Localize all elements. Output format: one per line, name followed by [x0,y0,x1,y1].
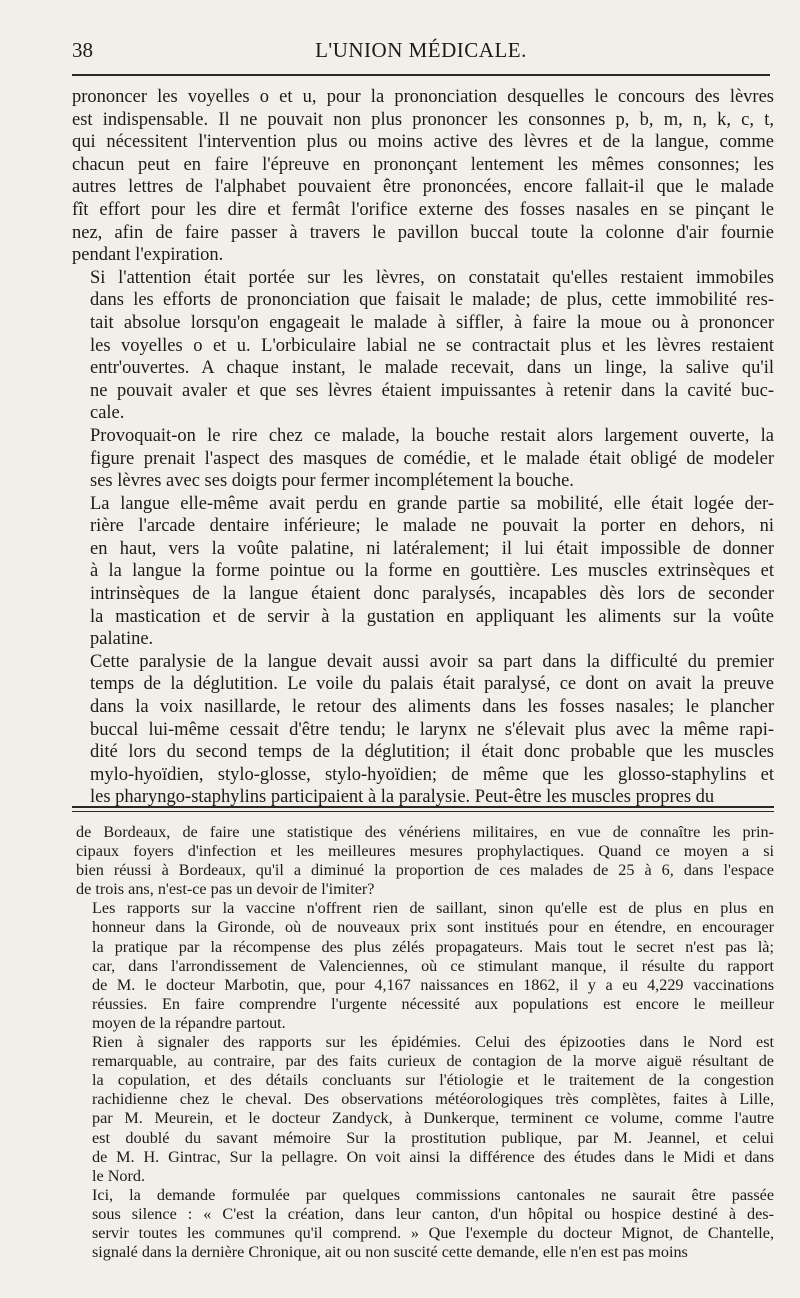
text-line: nez, afin de faire passer à travers le pavillon buccal toute la colonne d'air fournie [72,222,774,243]
text-line: entr'ouvertes. A chaque instant, le malade recevait, dans un linge, la salive qu'il [90,358,774,379]
text-line: la pratique par la récompense des plus zélés propagateurs. Mais tout le secret n'est pas là; [92,937,774,956]
text-line: mylo-hyoïdien, stylo-glosse, stylo-hyoïdien; de même que les glosso-staphylins et [90,764,774,785]
text-line: rière l'arcade dentaire inférieure; le malade ne pouvait la porter en dehors, ni [90,516,774,537]
paragraph [72,425,774,493]
feuilleton-text-column [76,823,774,1262]
text-line: Cette paralysie de la langue devait aussi avoir sa part dans la difficulté du premier [90,651,774,672]
paragraph [76,899,774,1033]
text-line: Les rapports sur la vaccine n'offrent rien de saillant, sinon qu'elle est de plus en plus en [92,899,774,918]
text-line: de Bordeaux, de faire une statistique des vénériens militaires, en vue de connaître les prin- [76,823,774,841]
text-line: chacun peut en faire l'épreuve en prononçant lentement les mêmes consonnes; les [72,154,774,175]
text-line: les pharyngo-staphylins participaient à la paralysie. Peut-être les muscles propres du [90,787,715,808]
header-rule [72,74,770,76]
text-line: sous silence : « C'est la création, dans leur canton, d'un hôpital ou hospice destiné à des- [92,1204,774,1223]
text-line: est indispensable. Il ne pouvait non plus prononcer les consonnes p, b, m, n, k, c, t, [72,109,774,130]
text-line: intrinsèques de la langue étaient donc paralysés, incapables dès lors de seconder [90,584,774,605]
text-line: cipaux foyers d'infection et les meilleures mesures prophylactiques. Quand ce moyen a si [76,842,774,861]
text-line: moyen de la répandre partout. [92,1013,286,1032]
text-line: en haut, vers la voûte palatine, ni latéralement; il lui était impossible de donner [90,538,774,559]
text-line: Rien à signaler des rapports sur les épidémies. Celui des épizooties dans le Nord est [92,1033,774,1052]
paragraph [76,1033,774,1186]
text-line: pendant l'expiration. [72,245,224,266]
page-header [72,38,770,68]
text-line: réussies. En faire comprendre l'urgente nécessité aux populations est encore le meilleur [92,994,774,1013]
text-line: de M. H. Gintrac, Sur la pellagre. On voit ainsi la différence des études dans le Midi et dans [92,1147,774,1166]
text-line: la copulation, et des détails concluants sur l'étiologie et le traitement de la congestion [92,1071,774,1090]
text-line: prononcer les voyelles o et u, pour la prononciation desquelles le concours des lèvres [72,87,774,107]
text-line: est doublé du savant mémoire Sur la prostitution publique, par M. Jeannel, et celui [92,1128,774,1147]
paragraph [72,267,774,425]
text-line: rachidienne chez le cheval. Des observations météorologiques très complètes, faites à Lille, [92,1090,774,1109]
text-line: temps de la déglutition. Le voile du palais était paralysé, ce dont on avait la preuve [90,674,774,695]
text-line: cale. [90,403,125,424]
text-line: buccal lui-même cessait d'être tendu; le larynx ne s'élevait plus avec la même rapi- [90,719,774,740]
text-line: honneur dans la Gironde, où de nouveaux prix sont institués pour en étendre, en encourager [92,918,774,937]
text-line: Si l'attention était portée sur les lèvres, on constatait qu'elles restaient immobiles [90,267,774,288]
running-head: L'UNION MÉDICALE. [315,38,527,62]
text-line: Ici, la demande formulée par quelques commissions cantonales ne saurait être passée [92,1185,774,1204]
text-line: de M. le docteur Marbotin, que, pour 4,167 naissances en 1862, il y a eu 4,229 vaccinations [92,975,774,994]
paragraph [76,1186,774,1262]
text-line: La langue elle-même avait perdu en grande partie sa mobilité, elle était logée der- [90,493,774,514]
text-line: signalé dans la dernière Chronique, ait ou non suscité cette demande, elle n'en est pas moins [92,1243,688,1262]
text-line: ses lèvres avec ses doigts pour fermer incomplétement la bouche. [90,471,574,492]
text-line: servir toutes les communes qu'il comprend. » Que l'exemple du docteur Mignot, de Chantelle, [92,1223,774,1242]
text-line: autres lettres de l'alphabet pouvaient être prononcées, encore fallait-il que le malade [72,177,774,198]
text-line: de trois ans, n'est-ce pas un devoir de l'imiter? [76,880,375,899]
text-line: remarquable, au contraire, par des faits curieux de contagion de la morve aiguë résultant de [92,1052,774,1071]
text-line: dans les efforts de prononciation que faisait le malade; de plus, cette immobilité res- [90,290,774,311]
text-line: les voyelles o et u. L'orbiculaire labial ne se contractait plus et les lèvres restaient [90,335,774,356]
text-line: la mastication et de servir à la gustation en appliquant les aliments sur la voûte [90,606,774,627]
paragraph [72,86,774,267]
text-line: par M. Meurein, et le docteur Zandyck, à Dunkerque, terminent ce volume, comme l'autre [92,1109,774,1128]
text-line: bien réussi à Bordeaux, qu'il a diminué la proportion de ces malades de 25 à 6, dans l'espace [76,861,774,880]
paragraph [72,651,774,809]
text-line: dité lors du second temps de la déglutition; il était donc probable que les muscles [90,742,774,763]
feuilleton-separator-rule [72,806,774,812]
text-line: qui nécessitent l'intervention plus ou moins active des lèvres et de la langue, comme [72,132,774,153]
text-line: fît effort pour les dire et fermât l'orifice externe des fosses nasales en se pinçant le [72,199,774,220]
main-text-column [72,86,774,809]
text-line: le Nord. [92,1166,146,1185]
text-line: dans la voix nasillarde, le retour des aliments dans les fosses nasales; le plancher [90,697,774,718]
text-line: car, dans l'arrondissement de Valenciennes, où ce stimulant manque, il résulte du rapport [92,956,774,975]
text-line: ne pouvait avaler et que ses lèvres étaient impuissantes à retenir dans la cavité buc- [90,380,774,401]
text-line: palatine. [90,629,154,650]
text-line: Provoquait-on le rire chez ce malade, la bouche restait alors largement ouverte, la [90,425,774,446]
text-line: tait absolue lorsqu'on engageait le malade à siffler, à faire la moue ou à prononcer [90,312,774,333]
paragraph [76,823,774,899]
text-line: à la langue la forme pointue ou la forme en gouttière. Les muscles extrinsèques et [90,561,774,582]
page-number: 38 [72,38,93,62]
text-line: figure prenait l'aspect des masques de comédie, et le malade était obligé de modeler [90,448,774,469]
paragraph [72,493,774,651]
